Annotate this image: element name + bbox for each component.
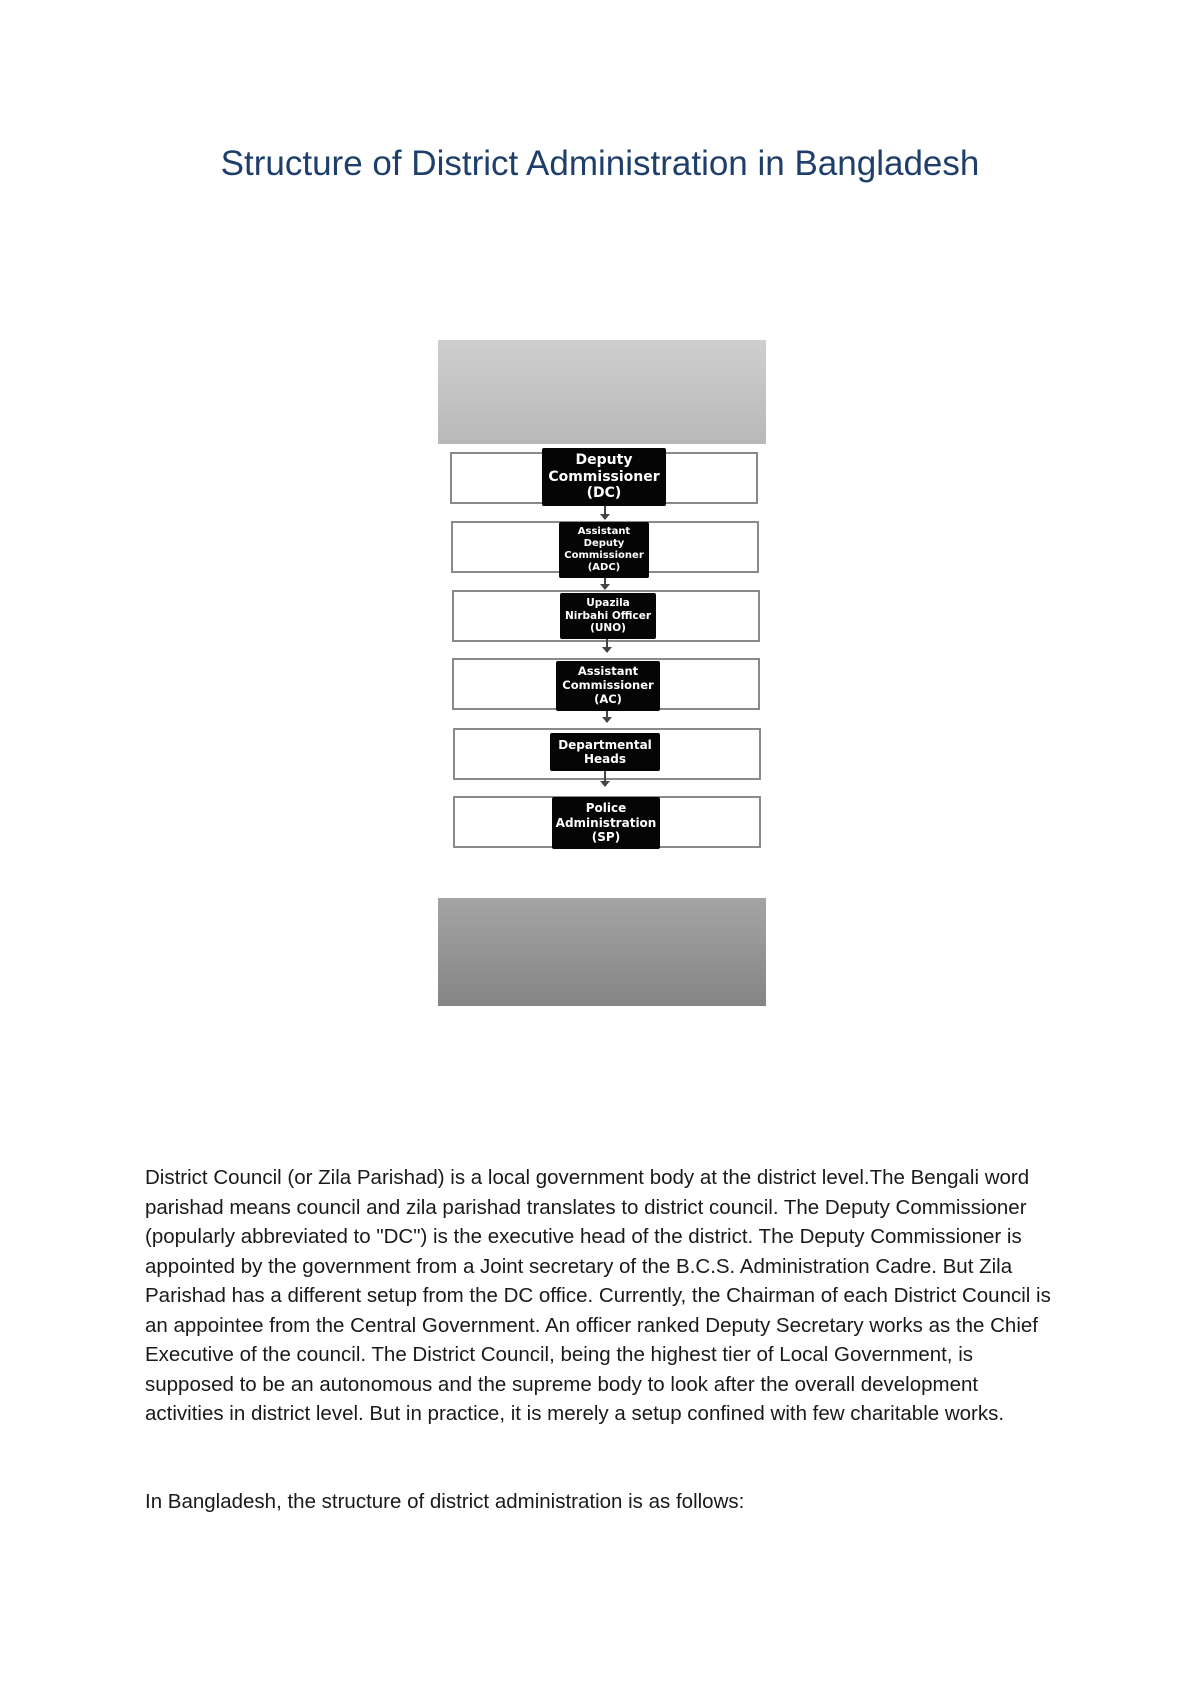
org-node-sp: Police Administration (SP) [552,797,660,849]
structure-lead-in: In Bangladesh, the structure of district administration is as follows: [145,1490,745,1513]
org-node-uno: Upazila Nirbahi Officer (UNO) [560,593,656,639]
intro-paragraph: District Council (or Zila Parishad) is a local government body at the district level.The Bengali word parishad means council and zila parishad translates to district council. The Deputy Commissioner (popularly abbreviated to "DC") is the executive head of the district. The Deputy Commissioner is appointed by the government from a Joint secretary of the B.C.S. Administration Cadre. But Zila Parishad has a different setup from the DC office. Currently, the Chairman of each District Council is an appointee from the Central Government. An officer ranked Deputy Secretary works as the Chief Executive of the council. The District Council, being the highest tier of Local Government, is supposed to be an autonomous and the supreme body to look after the overall development activities in district level. But in practice, it is merely a setup confined with few charitable works. [145,1166,1051,1425]
org-node-adc: Assistant Deputy Commissioner (ADC) [559,522,649,578]
org-node-heads: Departmental Heads [550,733,660,771]
org-node-ac: Assistant Commissioner (AC) [556,661,660,711]
org-arrow-5 [604,771,606,785]
figure-bottom-shade [438,898,766,1006]
figure-top-shade [438,340,766,444]
org-arrow-2 [604,578,606,588]
org-arrow-3 [606,639,608,651]
page-title: Structure of District Administration in Bangladesh [220,144,980,183]
org-arrow-4 [606,711,608,721]
org-arrow-1 [604,506,606,518]
org-chart [438,340,766,1006]
org-node-dc: Deputy Commissioner (DC) [542,448,666,506]
